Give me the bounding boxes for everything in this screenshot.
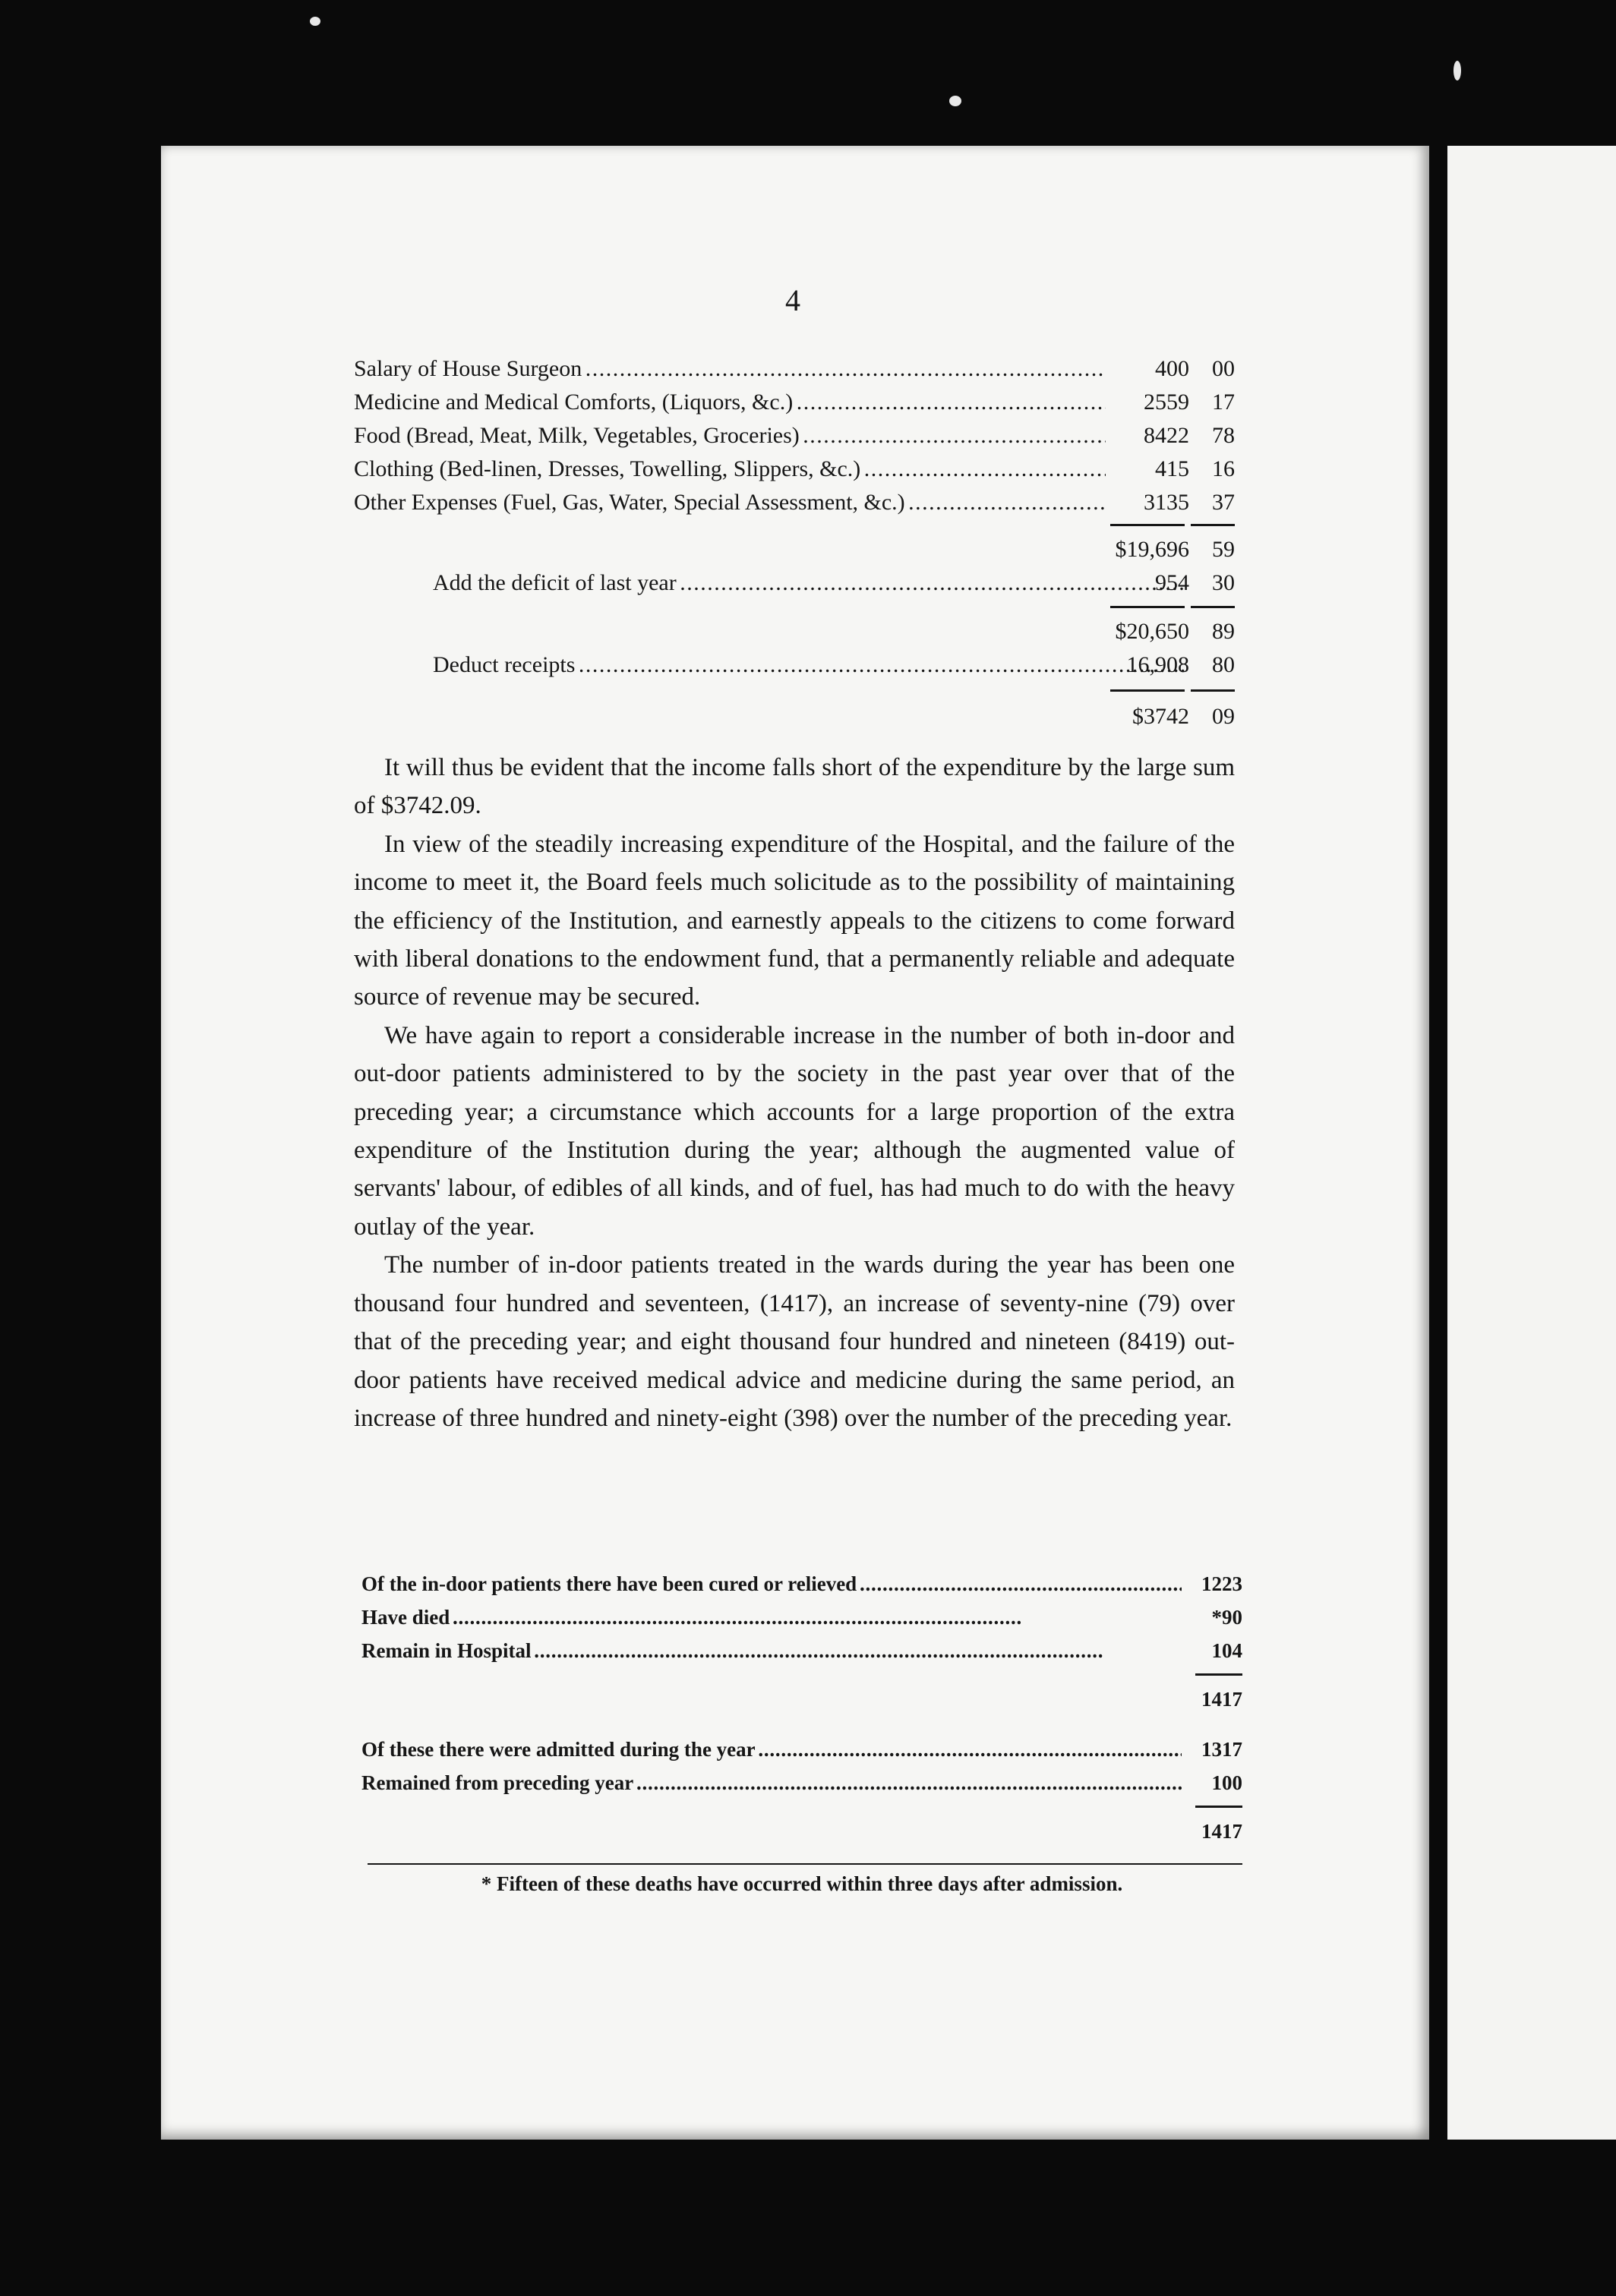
receipts-label: Deduct receipts . . . — [354, 648, 1185, 682]
outcome-value: 104 — [1211, 1639, 1242, 1662]
expense-cents: 17 — [1212, 390, 1235, 415]
subtotal-dollars: $20,650 — [1115, 619, 1189, 644]
sum-rule — [1195, 1806, 1242, 1808]
outcome-label: Have died . . . — [361, 1601, 1182, 1634]
expense-row — [354, 453, 1235, 486]
net-total-dollars: $3742 — [1132, 704, 1189, 729]
expense-cents: 37 — [1212, 490, 1235, 515]
paragraph: We have again to report a considerable increase in the number of both in-door and out-door patients administered to by the society in the past year over that of the preceding year; a circumstance which accounts for a large proportion of the extra expenditure of the Institution during the year; although the augmented value of servants' labour, of edibles of all kinds, and of fuel, has had much to do with the heavy outlay of the year. — [354, 1021, 1235, 1241]
report-body — [354, 749, 1235, 1437]
outcomes-total-row — [361, 1683, 1242, 1716]
expense-row — [354, 386, 1235, 419]
adjacent-page-edge — [1447, 146, 1616, 2140]
expense-dollars: 3135 — [1144, 490, 1189, 515]
subtotal-cents: 59 — [1212, 537, 1235, 562]
expense-cents: 16 — [1212, 456, 1235, 481]
receipts-row — [354, 648, 1235, 682]
scan-speck — [310, 17, 320, 26]
expense-cents: 00 — [1212, 356, 1235, 381]
admissions-total: 1417 — [1201, 1820, 1242, 1843]
outcome-value: 1223 — [1201, 1572, 1242, 1595]
sum-rule-cents — [1191, 606, 1235, 608]
subtotal-dollars: $19,696 — [1115, 537, 1189, 562]
expense-cents: 78 — [1212, 423, 1235, 448]
expense-label: Medicine and Medical Comforts, (Liquors, &c.) . . . — [354, 386, 1106, 419]
net-total-cents: 09 — [1212, 704, 1235, 729]
deficit-cents: 30 — [1212, 570, 1235, 595]
net-total-row — [354, 700, 1235, 733]
expense-dollars: 400 — [1155, 356, 1189, 381]
expense-row — [354, 352, 1235, 386]
sum-rule — [1195, 1673, 1242, 1676]
admission-row — [361, 1733, 1242, 1766]
expense-label: Clothing (Bed-linen, Dresses, Towelling, Slippers, &c.) . . . — [354, 453, 1106, 486]
outcome-value: *90 — [1211, 1606, 1242, 1629]
admission-value: 1317 — [1201, 1738, 1242, 1761]
expense-row — [354, 486, 1235, 519]
sum-rule-cents — [1191, 689, 1235, 692]
admission-value: 100 — [1211, 1771, 1242, 1794]
paragraph: In view of the steadily increasing expenditure of the Hospital, and the failure of the income to meet it, the Board feels much solicitude as to the possibility of maintaining the efficiency of the Institution, and earnestly appeals to the citizens to come forward with liberal donations to the endowment fund, that a permanently reliable and adequate source of revenue may be secured. — [354, 830, 1235, 1011]
sum-rule-cents — [1191, 524, 1235, 526]
paragraph: It will thus be evident that the income falls short of the expenditure by the large sum of $3742.09. — [354, 754, 1235, 820]
outcome-label: Of the in-door patients there have been cured or relieved . . . — [361, 1567, 1182, 1601]
footnote-rule — [368, 1863, 1242, 1865]
sum-rule-dollars — [1110, 524, 1185, 526]
admissions-total-row — [361, 1815, 1242, 1848]
sum-rule-dollars — [1110, 606, 1185, 608]
outcomes-total: 1417 — [1201, 1688, 1242, 1711]
expense-label: Salary of House Surgeon . . . — [354, 352, 1106, 386]
subtotal-row — [354, 533, 1235, 566]
scan-speck — [1453, 61, 1461, 80]
outcome-row — [361, 1634, 1242, 1667]
scan-speck — [949, 96, 961, 106]
receipts-dollars: 16,908 — [1126, 652, 1189, 677]
expense-dollars: 2559 — [1144, 390, 1189, 415]
expense-row — [354, 419, 1235, 453]
deficit-row — [354, 566, 1235, 600]
receipts-cents: 80 — [1212, 652, 1235, 677]
outcome-row — [361, 1567, 1242, 1601]
sum-rule-dollars — [1110, 689, 1185, 692]
admission-label: Remained from preceding year . . . — [361, 1766, 1182, 1799]
deficit-dollars: 954 — [1155, 570, 1189, 595]
expense-label: Other Expenses (Fuel, Gas, Water, Special Assessment, &c.) . . . — [354, 486, 1106, 519]
expense-label: Food (Bread, Meat, Milk, Vegetables, Groceries) . . . — [354, 419, 1106, 453]
page-number: 4 — [785, 283, 800, 317]
admission-row — [361, 1766, 1242, 1799]
expense-dollars: 8422 — [1144, 423, 1189, 448]
subtotal-cents: 89 — [1212, 619, 1235, 644]
outcome-label: Remain in Hospital . . . — [361, 1634, 1182, 1667]
outcome-row — [361, 1601, 1242, 1634]
expense-dollars: 415 — [1155, 456, 1189, 481]
admission-label: Of these there were admitted during the year . . . — [361, 1733, 1182, 1766]
footnote: * Fifteen of these deaths have occurred within three days after admission. — [481, 1872, 1123, 1895]
deficit-label: Add the deficit of last year . . . — [354, 566, 1185, 600]
paragraph: The number of in-door patients treated in the wards during the year has been one thousand four hundred and seventeen, (1417), an increase of seventy-nine (79) over that of the preceding year; and eight thousand four hundred and nineteen (8419) out-door patients have received medical advice and medicine during the same period, an increase of three hundred and ninety-eight (398) over the number of the preceding year. — [354, 1251, 1235, 1432]
subtotal-row — [354, 615, 1235, 648]
